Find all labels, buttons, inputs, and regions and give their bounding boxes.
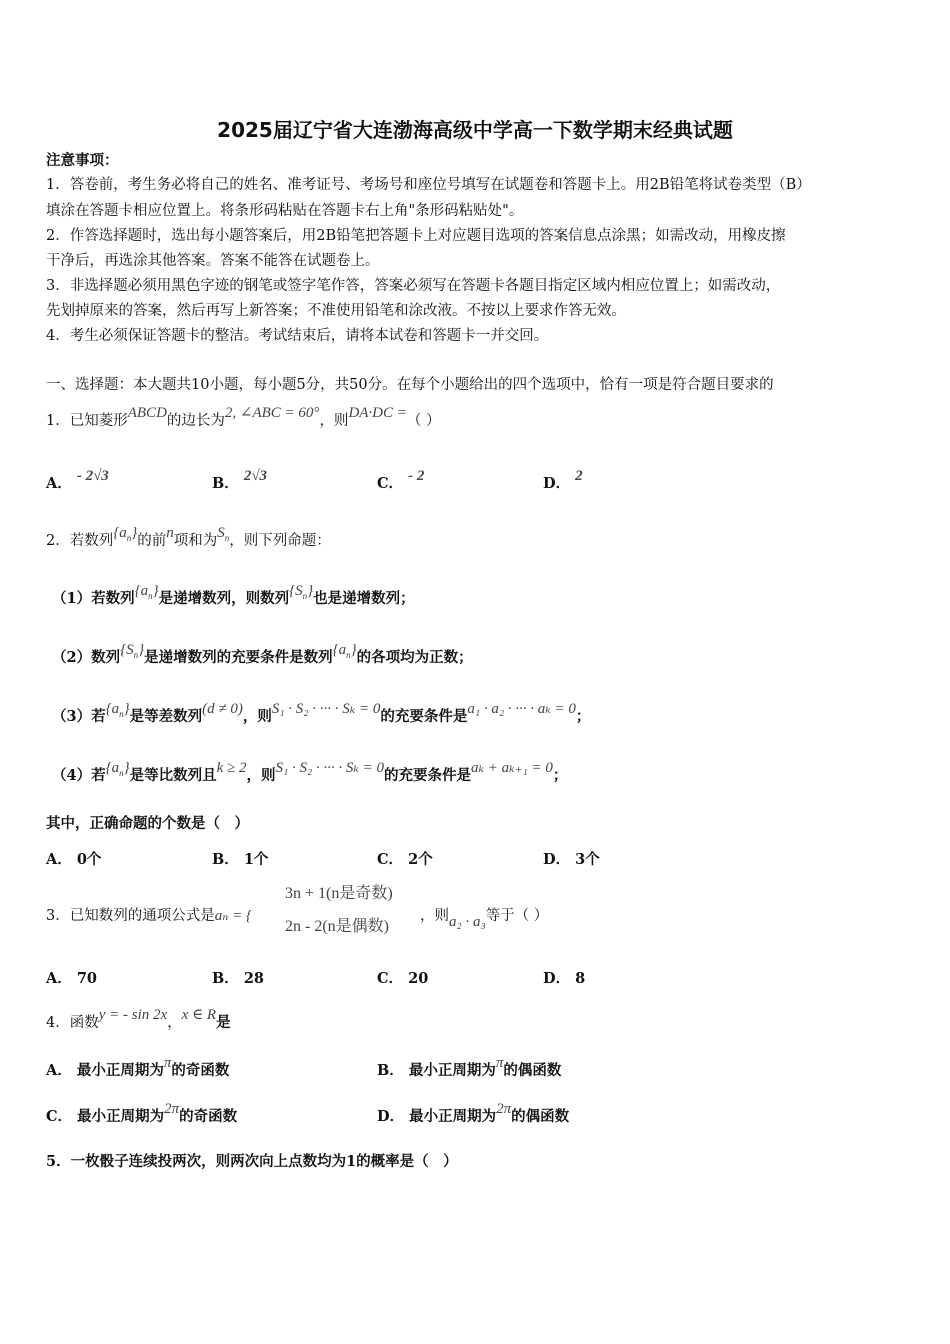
q3-math: aₙ = { xyxy=(214,908,252,924)
q2-text: 项和为 xyxy=(173,533,218,549)
q1-text: （ ） xyxy=(406,413,441,429)
q1-option-b[interactable]: B． 2√3 xyxy=(212,468,268,492)
q3-option-b[interactable]: B． 28 xyxy=(212,970,265,987)
question-4: 4．函数y = - sin 2x，x ∈ R是 xyxy=(46,1007,231,1031)
q3-case-odd: 3n + 1(n是奇数) xyxy=(285,885,393,902)
q2-statement-4: （4）若$\{a_n\}$是等比数列且k ≥ 2，则S₁ · S₂ · ··· · Sₖ = 0的充要条件是aₖ + aₖ₊₁ = 0； xyxy=(52,760,568,784)
question-1 xyxy=(46,405,441,430)
q1-math: 2, ∠ABC = 60° xyxy=(224,405,320,421)
page-title: 2025届辽宁省大连渤海高级中学高一下数学期末经典试题 xyxy=(217,118,733,142)
notice-line: 1．答卷前，考生务必将自己的姓名、准考证号、考场号和座位号填写在试题卷和答题卡上。用2B铅笔将试卷类型（B） xyxy=(46,177,811,193)
q3-piecewise xyxy=(285,880,393,936)
q2-statement-2: （2）数列$\{S_n\}$是递增数列的充要条件是数列$\{a_n\}$的各项均为正数； xyxy=(52,642,473,666)
question-3 xyxy=(46,907,252,925)
notice-line: 2．作答选择题时，选出每小题答案后，用2B铅笔把答题卡上对应题目选项的答案信息点涂黑；如需改动，用橡皮擦 xyxy=(46,228,786,244)
q2-option-b[interactable]: B． 1个 xyxy=(212,851,269,868)
q2-math: n xyxy=(166,525,174,541)
q3-option-c[interactable]: C． 20 xyxy=(377,970,429,987)
q1-text: 1．已知菱形 xyxy=(46,413,128,429)
q2-text: 的前 xyxy=(137,533,167,549)
notice-line: 填涂在答题卡相应位置上。将条形码粘贴在答题卡右上角"条形码粘贴处"。 xyxy=(46,203,524,219)
q4-option-a[interactable]: A． 最小正周期为π的奇函数 xyxy=(46,1055,230,1079)
notice-heading: 注意事项： xyxy=(46,152,119,169)
q2-option-c[interactable]: C． 2个 xyxy=(377,851,433,868)
q2-statement-3: （3）若$\{a_n\}$是等差数列(d ≠ 0)，则S₁ · S₂ · ··· · Sₖ = 0的充要条件是a₁ · a₂ · ··· · aₖ = 0； xyxy=(52,701,591,725)
q1-option-a[interactable]: A． - 2√3 xyxy=(46,468,109,492)
question-5: 5．一枚骰子连续投两次，则两次向上点数均为1的概率是（ ） xyxy=(46,1153,458,1170)
q2-math: $S_n$ xyxy=(217,525,230,543)
q3-option-d[interactable]: D． 8 xyxy=(543,970,586,987)
q1-text: ，则 xyxy=(319,413,349,429)
notice-line: 干净后，再选涂其他答案。答案不能答在试题卷上。 xyxy=(46,253,380,269)
q3-tail: ，则a₂ · a₃等于（ ） xyxy=(420,908,549,930)
notice-line: 4．考生必须保证答题卡的整洁。考试结束后，请将本试卷和答题卡一并交回。 xyxy=(46,328,549,344)
q3-text: 3．已知数列的通项公式是 xyxy=(46,908,215,924)
q3-option-a[interactable]: A． 70 xyxy=(46,970,98,987)
question-2 xyxy=(46,525,331,552)
q2-ask: 其中，正确命题的个数是（ ） xyxy=(46,815,249,832)
notice-line: 3．非选择题必须用黑色字迹的钢笔或签字笔作答，答案必须写在答题卡各题目指定区域内相应位置上；如需改动， xyxy=(46,278,781,294)
q2-option-a[interactable]: A． 0个 xyxy=(46,851,102,868)
q4-option-c[interactable]: C． 最小正周期为2π的奇函数 xyxy=(46,1101,238,1125)
q2-statement-1: （1）若数列$\{a_n\}$是递增数列，则数列$\{S_n\}$也是递增数列； xyxy=(52,583,415,607)
q1-math: DA·DC = xyxy=(348,405,407,421)
q1-text: 的边长为 xyxy=(166,413,225,429)
q3-case-even: 2n - 2(n是偶数) xyxy=(285,918,389,935)
q1-option-d[interactable]: D． 2 xyxy=(543,468,583,492)
q1-option-c[interactable]: C． - 2 xyxy=(377,468,425,492)
notice-line: 先划掉原来的答案，然后再写上新答案；不准使用铅笔和涂改液。不按以上要求作答无效。 xyxy=(46,303,626,319)
q4-option-d[interactable]: D． 最小正周期为2π的偶函数 xyxy=(377,1101,570,1125)
q2-text: ，则下列命题： xyxy=(229,533,331,549)
section-heading: 一、选择题：本大题共10小题，每小题5分，共50分。在每个小题给出的四个选项中，恰有一项是符合题目要求的 xyxy=(46,377,774,393)
q2-text: 2．若数列 xyxy=(46,533,114,549)
q2-option-d[interactable]: D． 3个 xyxy=(543,851,600,868)
q4-option-b[interactable]: B． 最小正周期为π的偶函数 xyxy=(377,1055,562,1079)
q2-math: $\{a_n\}$ xyxy=(113,525,138,543)
q1-math: ABCD xyxy=(127,405,167,421)
